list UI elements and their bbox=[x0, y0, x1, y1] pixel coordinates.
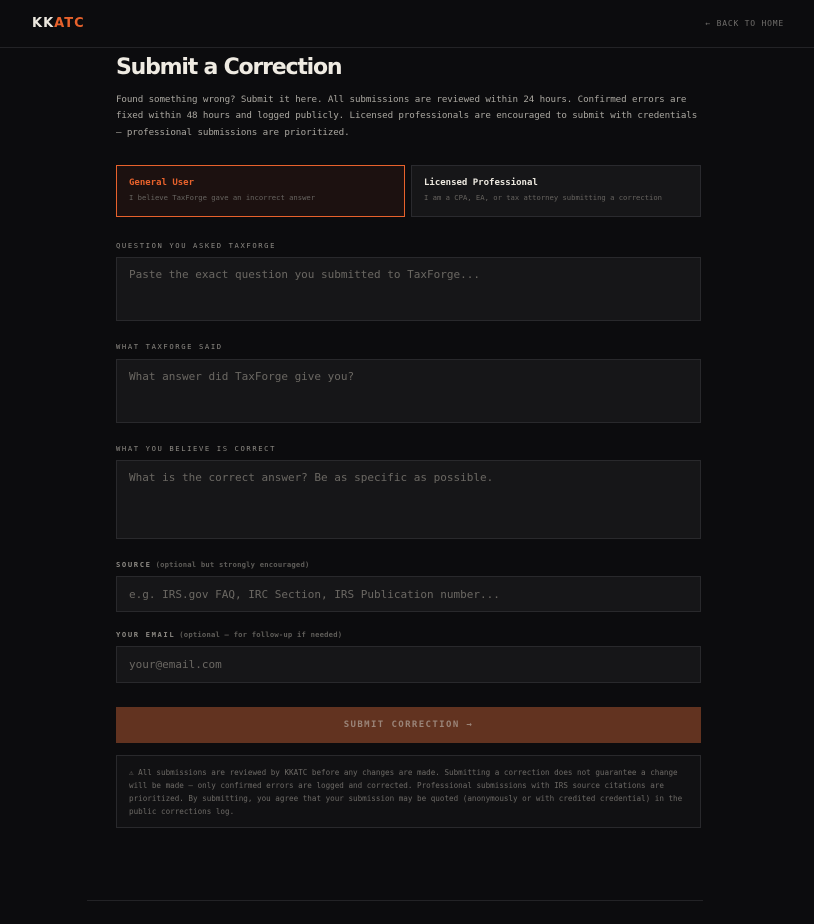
source-label: SOURCE (optional but strongly encouraged) bbox=[116, 560, 310, 569]
disclaimer-note: ⚠ All submissions are reviewed by KKATC before any changes are made. Submitting a correction does not guarantee a change will be made — only confirmed errors are logged and corrected. Professional submissions with IRS source citations are prioritized. By submitting, you agree that your submission may be quoted (anonymously or with credited credential) in the public corrections log. bbox=[116, 755, 701, 828]
card-subtitle: I believe TaxForge gave an incorrect answer bbox=[129, 193, 316, 202]
page-title: Submit a Correction bbox=[116, 55, 342, 80]
said-label: WHAT TAXFORGE SAID bbox=[116, 342, 223, 351]
card-title: Licensed Professional bbox=[424, 178, 538, 188]
top-nav bbox=[0, 0, 814, 48]
source-input[interactable] bbox=[116, 576, 701, 612]
correct-label: WHAT YOU BELIEVE IS CORRECT bbox=[116, 444, 277, 453]
footer-divider bbox=[87, 900, 703, 901]
said-textarea[interactable] bbox=[116, 359, 701, 423]
question-textarea[interactable] bbox=[116, 257, 701, 321]
logo[interactable]: KKATC bbox=[32, 16, 85, 31]
card-title: General User bbox=[129, 178, 195, 188]
card-subtitle: I am a CPA, EA, or tax attorney submitting a correction bbox=[424, 193, 662, 202]
email-input[interactable] bbox=[116, 646, 701, 683]
user-type-general[interactable] bbox=[116, 165, 405, 217]
correct-textarea[interactable] bbox=[116, 460, 701, 539]
question-label: QUESTION YOU ASKED TAXFORGE bbox=[116, 241, 277, 250]
email-label: YOUR EMAIL (optional — for follow-up if needed) bbox=[116, 630, 343, 639]
back-to-home-link[interactable]: ← BACK TO HOME bbox=[705, 19, 784, 28]
submit-correction-button[interactable]: SUBMIT CORRECTION → bbox=[116, 707, 701, 743]
user-type-professional[interactable] bbox=[411, 165, 701, 217]
page-description: Found something wrong? Submit it here. All submissions are reviewed within 24 hours. Confirmed errors are fixed within 48 hours and logged publicly. Licensed professionals are encouraged to submit with credentials — professional submissions are prioritized. bbox=[116, 94, 698, 138]
